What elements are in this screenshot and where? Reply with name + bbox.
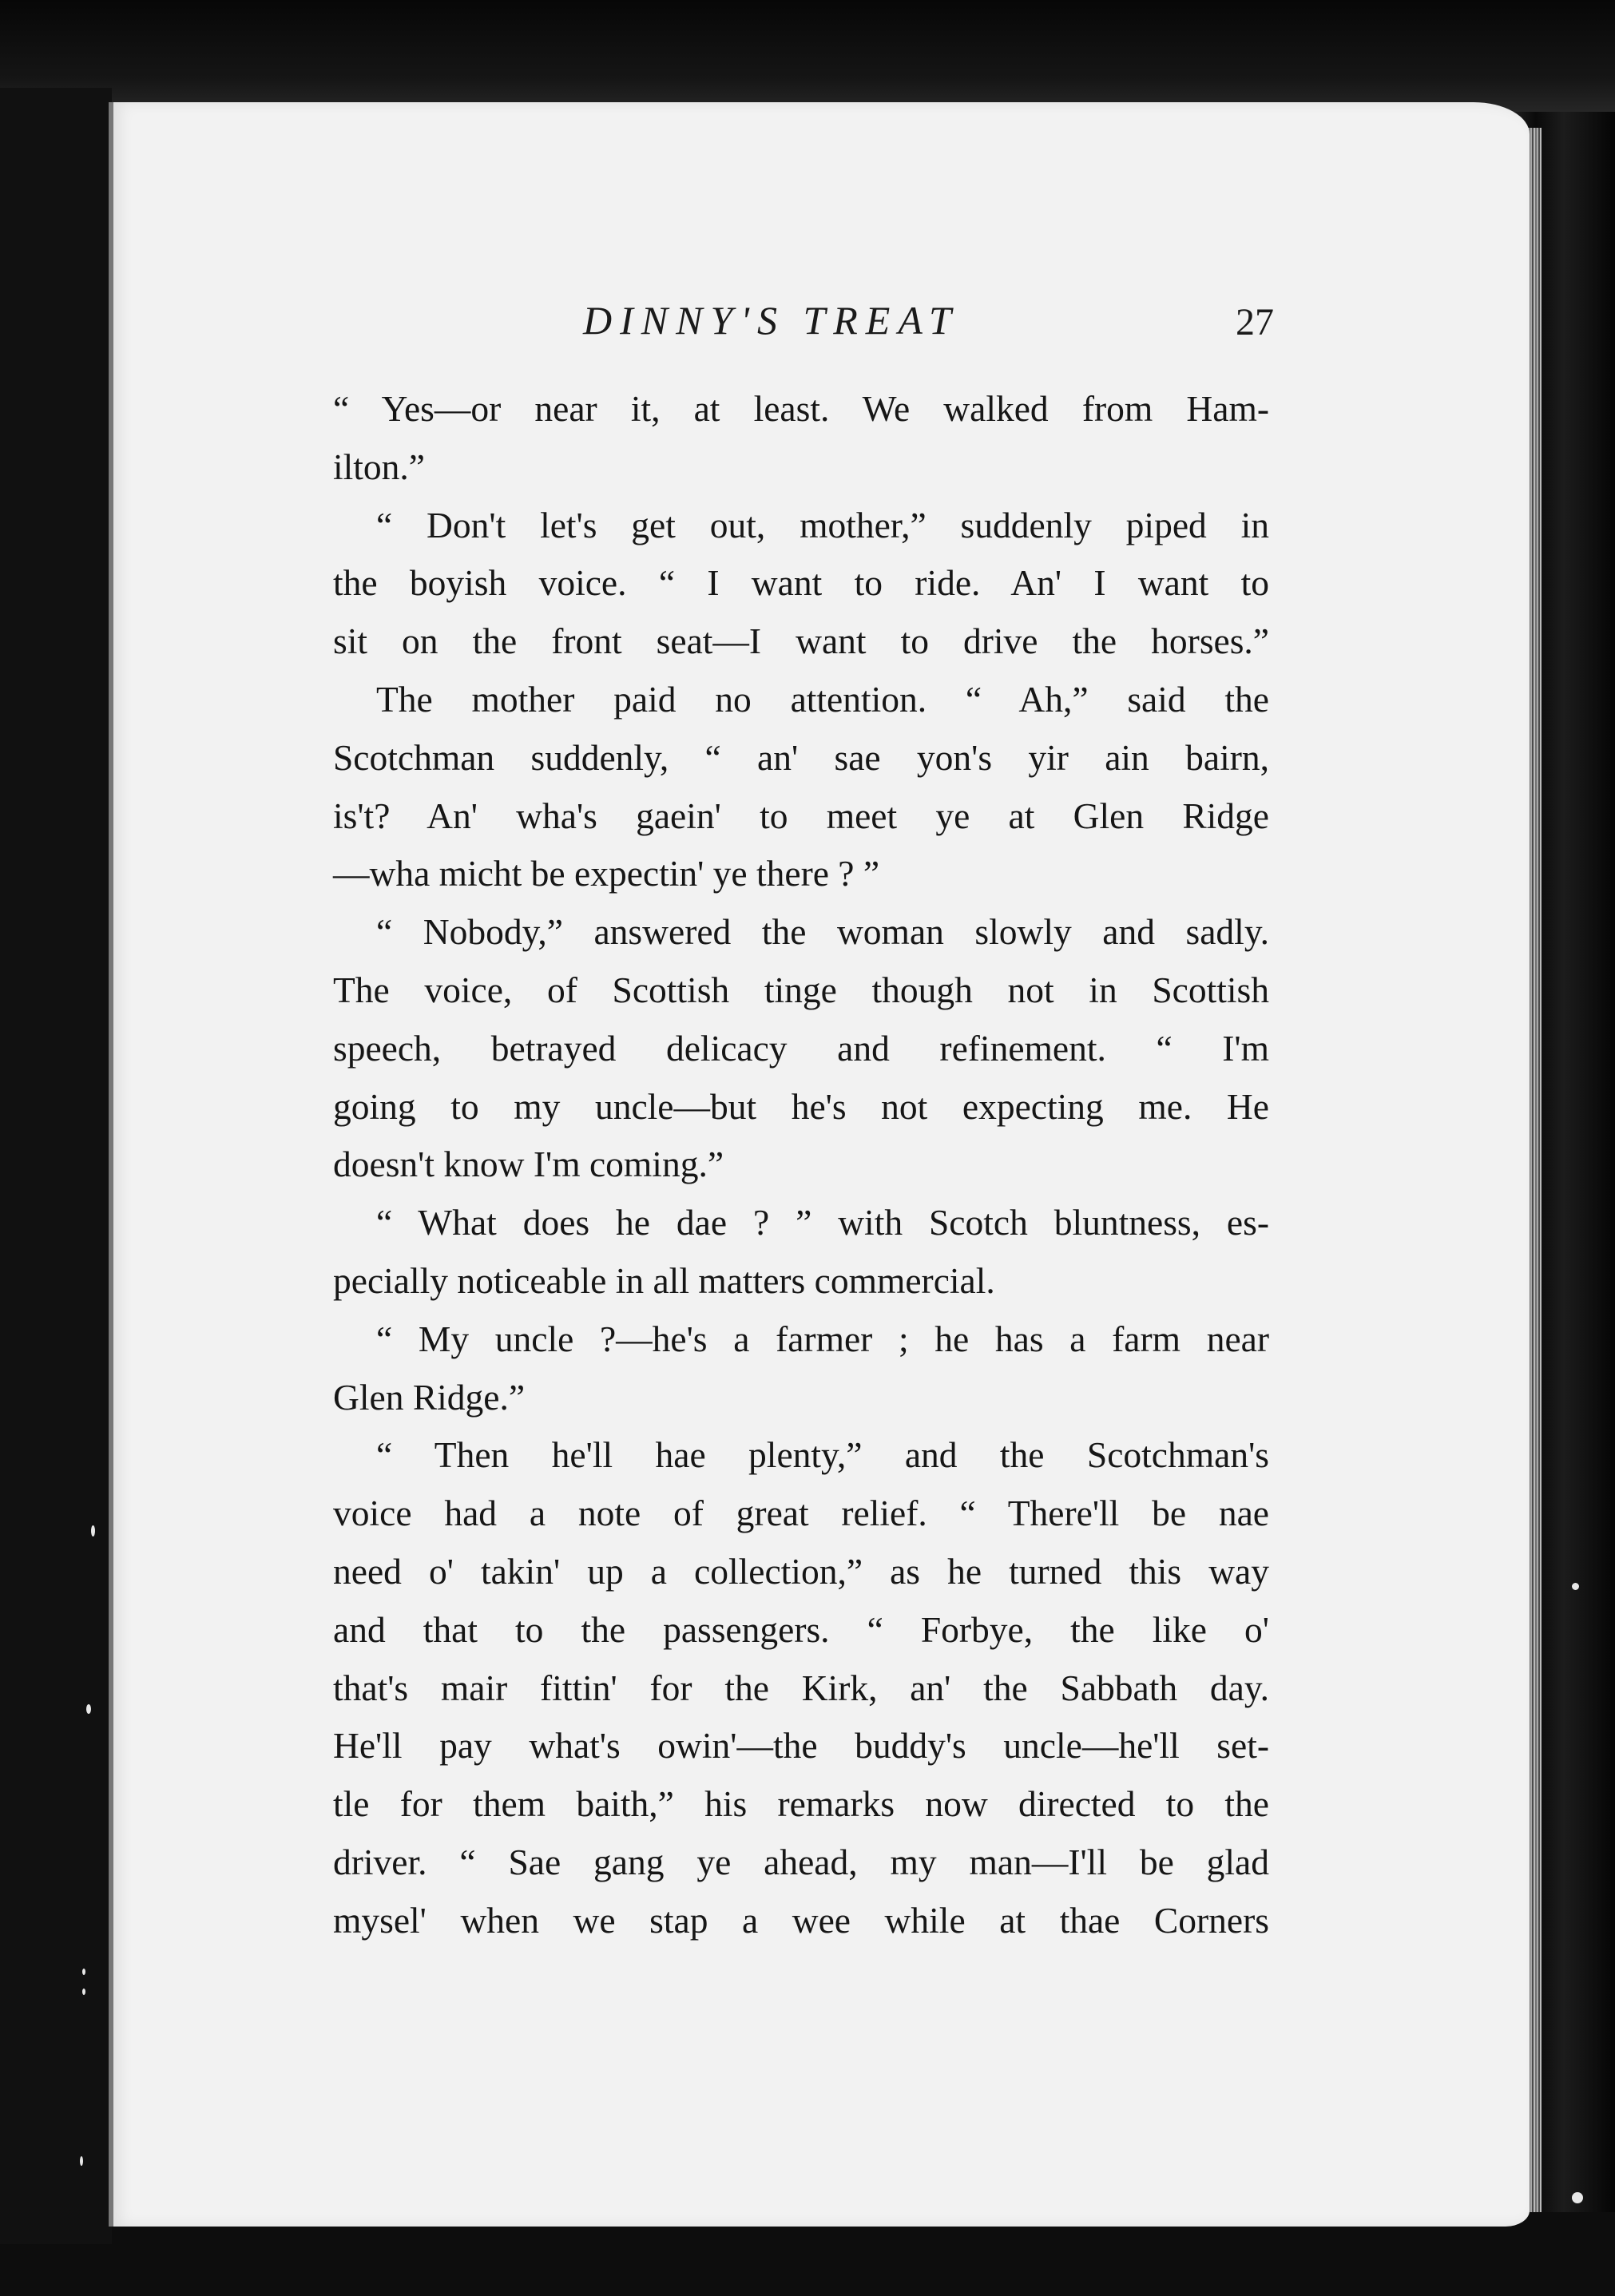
- text-line: “ Don't let's get out, mother,” suddenly piped in: [376, 504, 1269, 545]
- text-line: is't? An' wha's gaein' to meet ye at Glen Ridge: [333, 795, 1269, 836]
- margin-speck: [86, 1704, 91, 1714]
- text-line: “ What does he dae ? ” with Scotch bluntness, es-: [376, 1202, 1269, 1243]
- running-head: [327, 297, 1274, 353]
- page-gutter: [109, 102, 113, 2227]
- page-number: 27: [1236, 301, 1274, 343]
- text-line: need o' takin' up a collection,” as he turned this way: [333, 1550, 1269, 1592]
- text-line: He'll pay what's owin'—the buddy's uncle—he'll set-: [333, 1725, 1269, 1767]
- margin-speck: [82, 1989, 85, 1995]
- text-line: voice had a note of great relief. “ There'll be nae: [333, 1493, 1269, 1534]
- text-line: that's mair fittin' for the Kirk, an' the Sabbath day.: [333, 1667, 1269, 1708]
- text-line: pecially noticeable in all matters commercial.: [333, 1259, 995, 1301]
- text-line: Glen Ridge.”: [333, 1376, 526, 1418]
- text-line: “ Yes—or near it, at least. We walked from Ham-: [333, 388, 1269, 429]
- text-line: —wha micht be expectin' ye there ? ”: [333, 853, 880, 894]
- text-line: Scotchman suddenly, “ an' sae yon's yir ain bairn,: [333, 736, 1269, 778]
- margin-speck: [80, 2156, 83, 2166]
- text-line: going to my uncle—but he's not expecting me. He: [333, 1085, 1269, 1127]
- running-head-title: DINNY'S TREAT: [583, 298, 959, 343]
- text-line: The mother paid no attention. “ Ah,” said the: [376, 678, 1269, 720]
- margin-speck: [91, 1525, 95, 1537]
- margin-speck: [82, 1969, 85, 1975]
- text-line: the boyish voice. “ I want to ride. An' I want to: [333, 562, 1269, 604]
- text-line: and that to the passengers. “ Forbye, the like o': [333, 1608, 1269, 1650]
- text-line: The voice, of Scottish tinge though not in Scottish: [333, 969, 1269, 1010]
- text-line: mysel' when we stap a wee while at thae Corners: [333, 1899, 1269, 1941]
- margin-speck: [1572, 1583, 1579, 1590]
- text-line: sit on the front seat—I want to drive the horses.”: [333, 621, 1269, 662]
- text-line: doesn't know I'm coming.”: [333, 1144, 724, 1185]
- text-line: ilton.”: [333, 446, 425, 487]
- text-line: driver. “ Sae gang ye ahead, my man—I'll be glad: [333, 1841, 1269, 1882]
- text-line: “ Nobody,” answered the woman slowly and sadly.: [376, 911, 1269, 953]
- scan-background-left: [0, 88, 112, 2244]
- text-line: “ Then he'll hae plenty,” and the Scotchman's: [376, 1434, 1269, 1476]
- margin-speck: [1572, 2192, 1583, 2203]
- scan-background-top: [0, 0, 1615, 112]
- text-line: tle for them baith,” his remarks now directed to the: [333, 1783, 1269, 1825]
- body-text: [333, 380, 1269, 1950]
- text-line: “ My uncle ?—he's a farmer ; he has a farm near: [376, 1318, 1269, 1359]
- text-line: speech, betrayed delicacy and refinement. “ I'm: [333, 1027, 1269, 1069]
